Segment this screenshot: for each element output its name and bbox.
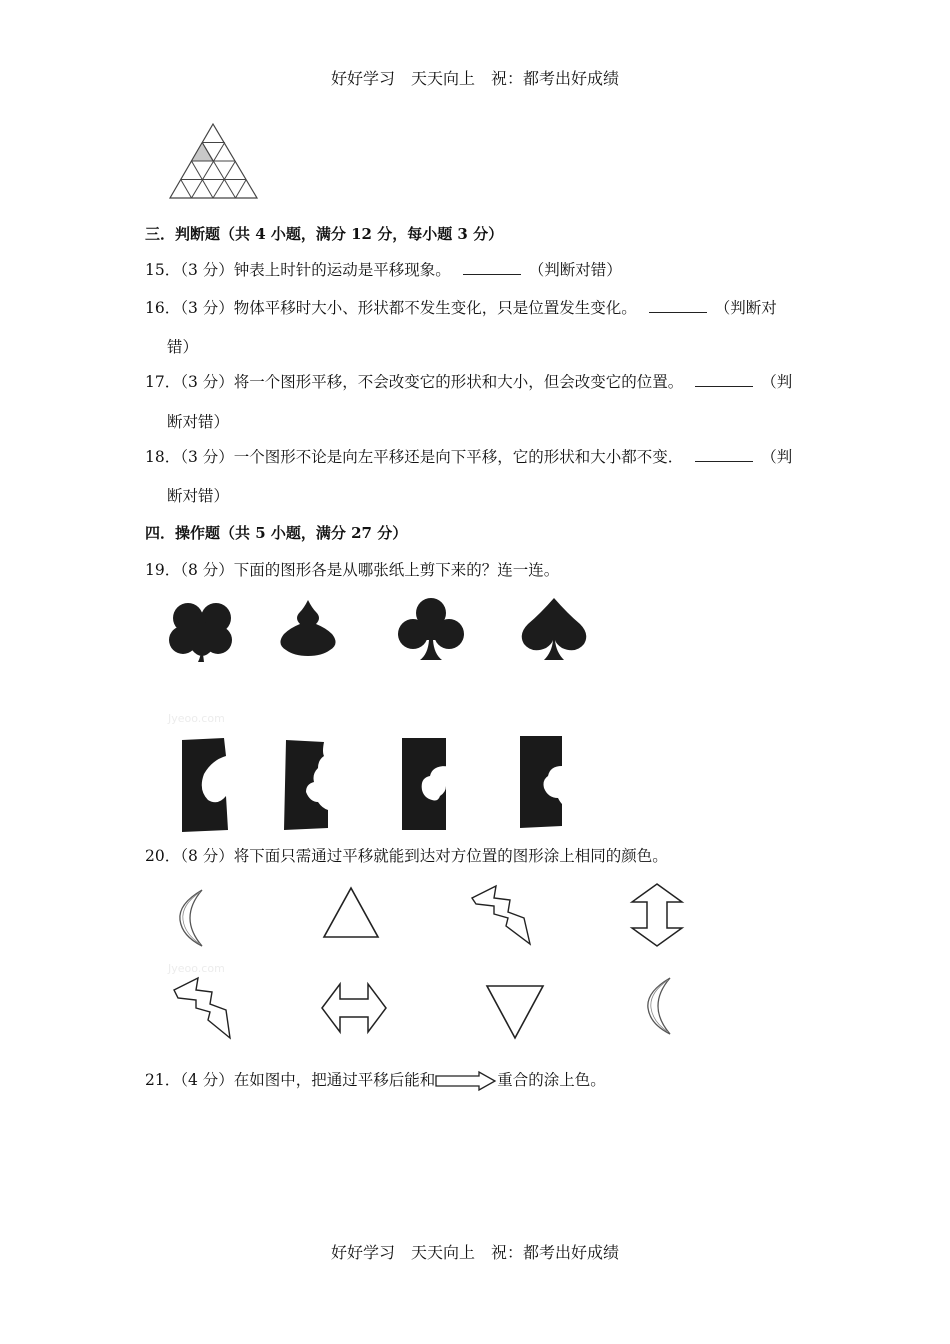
question-18 (145, 447, 792, 467)
paper-piece-4 (520, 736, 564, 828)
double-arrow-vertical-shape (630, 882, 684, 948)
triangle-grid-figure (170, 122, 260, 200)
question-16-tail: （判断对 (714, 299, 777, 317)
watermark-1: Jyeoo.com (168, 712, 225, 725)
question-16-continuation: 错） (167, 338, 199, 356)
paper-piece-2 (284, 740, 330, 830)
crescent-shape-left (176, 888, 206, 948)
gourd-shape (278, 598, 338, 660)
trefoil-shape (168, 598, 236, 664)
triangle-up-shape (322, 886, 380, 940)
question-20: 20．（8 分）将下面只需通过平移就能到达对方位置的图形涂上相同的颜色。 (145, 847, 668, 865)
paper-piece-3 (402, 738, 448, 830)
paper-piece-1 (182, 738, 230, 832)
answer-blank-17[interactable] (695, 372, 753, 387)
question-18-tail: （判 (761, 448, 793, 466)
question-17-continuation: 断对错） (167, 413, 230, 431)
question-21 (145, 1070, 606, 1091)
triangle-down-shape (485, 984, 545, 1040)
question-17 (145, 372, 792, 392)
watermark-2: Jyeoo.com (168, 962, 225, 975)
answer-blank-15[interactable] (463, 260, 521, 275)
lightning-shape-1 (470, 884, 532, 946)
question-17-tail: （判 (761, 373, 793, 391)
question-19: 19．（8 分）下面的图形各是从哪张纸上剪下来的？连一连。 (145, 561, 560, 579)
question-21-text-after: 重合的涂上色。 (497, 1071, 606, 1089)
section-4-title: 四．操作题（共 5 小题，满分 27 分） (145, 524, 408, 542)
question-17-text: 17．（3 分）将一个图形平移，不会改变它的形状和大小，但会改变它的位置。 (145, 373, 684, 391)
spade-shape (520, 596, 588, 664)
double-arrow-horizontal-shape (320, 982, 388, 1034)
lightning-shape-2 (172, 976, 234, 1040)
question-18-continuation: 断对错） (167, 487, 230, 505)
answer-blank-16[interactable] (649, 298, 707, 313)
answer-blank-18[interactable] (695, 447, 753, 462)
question-15 (145, 260, 622, 280)
section-3-title: 三．判断题（共 4 小题，满分 12 分，每小题 3 分） (145, 225, 504, 243)
club-shape (396, 596, 466, 664)
question-21-text-before: 21．（4 分）在如图中，把通过平移后能和 (145, 1071, 436, 1089)
crescent-shape-right (644, 976, 674, 1036)
question-15-tail: （判断对错） (528, 261, 622, 279)
question-15-text: 15．（3 分）钟表上时针的运动是平移现象。 (145, 261, 451, 279)
page-header: 好好学习 天天向上 祝：都考出好成绩 (330, 69, 619, 88)
right-arrow-icon (435, 1071, 497, 1091)
question-18-text: 18．（3 分）一个图形不论是向左平移还是向下平移，它的形状和大小都不变． (145, 448, 684, 466)
page-footer: 好好学习 天天向上 祝：都考出好成绩 (330, 1243, 619, 1262)
question-16 (145, 298, 777, 318)
question-16-text: 16．（3 分）物体平移时大小、形状都不发生变化，只是位置发生变化。 (145, 299, 637, 317)
